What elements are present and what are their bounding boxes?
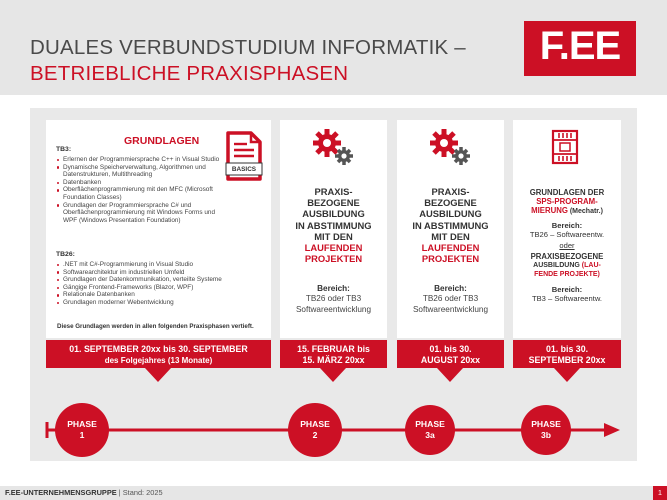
phase1-title: GRUNDLAGEN	[124, 135, 200, 147]
list-item: Relationale Datenbanken	[57, 291, 262, 299]
phase3a-date-line: AUGUST 20xx	[420, 355, 481, 365]
phase3b-block2	[513, 252, 621, 280]
phase2-date-banner	[280, 340, 387, 384]
phase3b-block1-suffix: (Mechatr.)	[567, 208, 603, 216]
phase3b-area2-label: Bereich:	[551, 285, 583, 294]
footer-text	[5, 488, 163, 497]
list-item: Dynamische Speicherverwaltung, Algorithmen und Datenstrukturen, Multithreading	[57, 164, 227, 179]
phase2-area-text: Softwareentwicklung	[295, 304, 372, 314]
phase2-heading	[280, 186, 387, 264]
phase3b-area2-text: TB3 – Softwareentw.	[531, 294, 603, 304]
phase2-badge	[288, 419, 342, 441]
phase3b-area2	[513, 285, 621, 303]
phase1-badge-number: 1	[79, 430, 85, 440]
phase2-area	[280, 284, 387, 315]
phase2-heading-line: IN ABSTIMMUNG	[295, 219, 372, 231]
phase3a-heading-line: IN ABSTIMMUNG	[412, 219, 489, 231]
phase2-heading-line: MIT DEN	[314, 230, 353, 242]
basics-document-icon	[225, 130, 263, 182]
page-title-line1: DUALES VERBUNDSTUDIUM INFORMATIK –	[30, 36, 466, 59]
phase3b-area1	[513, 221, 621, 251]
phase3b-area1-text: TB26 – Softwareentw.	[529, 230, 605, 240]
phase1-badge-label: PHASE	[67, 419, 97, 429]
phase2-heading-red: PROJEKTEN	[304, 253, 363, 265]
phase2-heading-line: BEZOGENE	[307, 197, 360, 209]
footer-separator: |	[116, 488, 123, 497]
phase2-heading-line: PRAXIS-	[314, 186, 353, 197]
phase3b-date-line: SEPTEMBER 20xx	[528, 355, 606, 365]
tb26-label: TB26:	[56, 251, 75, 258]
phase3b-badge-label: PHASE	[531, 419, 561, 429]
footer-bar	[0, 486, 667, 500]
phase3b-date-banner	[513, 340, 621, 384]
phase3a-area-text: Softwareentwicklung	[412, 304, 489, 314]
phase3a-heading-line: BEZOGENE	[424, 197, 477, 209]
tb26-list	[57, 261, 262, 307]
tb3-list	[57, 156, 227, 224]
page-title-line2: BETRIEBLICHE PRAXISPHASEN	[30, 62, 349, 85]
phase3a-area-label: Bereich:	[434, 284, 467, 293]
page-number: 1	[653, 486, 667, 500]
phase1-note: Diese Grundlagen werden in allen folgenden Praxisphasen vertieft.	[57, 323, 254, 330]
footer-status: Stand: 2025	[122, 488, 163, 497]
phase2-date-line: 15. MÄRZ 20xx	[302, 355, 365, 365]
phase2-area-label: Bereich:	[317, 284, 350, 293]
phase3b-block2-line: PRAXISBEZOGENE	[530, 252, 604, 261]
phase1-date	[46, 344, 271, 366]
phase3b-or-text: oder	[559, 241, 575, 251]
phase1-date-banner	[46, 340, 271, 384]
phase3a-area-text: TB26 oder TB3	[422, 294, 479, 304]
phase3b-block2-red: FENDE PROJEKTE)	[534, 271, 600, 279]
phase1-date-line: 01. SEPTEMBER 20xx bis 30. SEPTEMBER	[69, 344, 248, 354]
company-logo	[524, 21, 636, 76]
footer-company: F.EE-UNTERNEHMENSGRUPPE	[5, 488, 117, 497]
phase3a-date	[397, 344, 504, 366]
phase3a-heading	[397, 186, 504, 264]
plc-module-icon	[550, 128, 580, 166]
phase3a-date-banner	[397, 340, 504, 384]
phase2-heading-line: AUSBILDUNG	[302, 208, 365, 220]
phase2-badge-number: 2	[312, 430, 318, 440]
tb3-label: TB3:	[56, 146, 72, 153]
list-item: .NET mit C#-Programmierung in Visual Studio	[57, 261, 262, 269]
phase2-date	[280, 344, 387, 366]
list-item: Gängige Frontend-Frameworks (Blazor, WPF)	[57, 284, 262, 292]
list-item: Grundlagen moderner Webentwicklung	[57, 299, 262, 307]
list-item: Erlernen der Programmiersprache C++ in Visual Studio	[57, 156, 227, 164]
logo-text: F.EE	[539, 24, 621, 68]
list-item: Grundlagen der Datenkommunikation, verteilte Systeme	[57, 276, 262, 284]
phase3a-heading-red: PROJEKTEN	[421, 253, 480, 265]
phase3b-badge-number: 3b	[540, 430, 552, 440]
phase1-badge	[55, 419, 109, 441]
phase3b-badge	[519, 419, 573, 441]
phase2-date-line: 15. FEBRUAR bis	[297, 344, 370, 354]
list-item: Datenbanken	[57, 179, 227, 187]
phase3b-block1-red: MIERUNG	[531, 206, 568, 216]
phase3a-heading-line: PRAXIS-	[431, 186, 470, 197]
phase3b-area1-label: Bereich:	[551, 221, 583, 230]
list-item: Oberflächenprogrammierung mit den MFC (Microsoft Foundation Classes)	[57, 186, 227, 201]
phase2-heading-red: LAUFENDEN	[304, 242, 363, 254]
phase2-badge-label: PHASE	[300, 419, 330, 429]
list-item: Grundlagen der Programmiersprache C# und Oberflächenprogrammierung mit Windows Forms und WPF (Windows Presentation Foundation)	[57, 202, 227, 225]
basics-label: BASICS	[231, 166, 257, 173]
phase3a-heading-red: LAUFENDEN	[421, 242, 480, 254]
phase3b-date-line: 01. bis 30.	[545, 344, 589, 354]
phase3b-date	[513, 344, 621, 366]
phase3b-block1	[513, 188, 621, 217]
phase3a-badge-label: PHASE	[415, 419, 445, 429]
phase3b-block1-line: GRUNDLAGEN DER	[529, 188, 605, 197]
phase3b-block2-red: (LAU-	[581, 262, 601, 270]
phase1-date-line: des Folgejahres (13 Monate)	[104, 356, 213, 365]
phase3b-block2-line: AUSBILDUNG	[533, 262, 582, 270]
phase2-area-text: TB26 oder TB3	[305, 294, 362, 304]
gears-icon	[427, 126, 477, 170]
gears-icon	[310, 126, 360, 170]
list-item: Softwarearchitektur im industriellen Umfeld	[57, 269, 262, 277]
phase3a-date-line: 01. bis 30.	[429, 344, 472, 354]
phase3a-badge-number: 3a	[425, 430, 435, 440]
phase3a-area	[397, 284, 504, 315]
phase3a-heading-line: AUSBILDUNG	[419, 208, 482, 220]
phase3b-block1-red: SPS-PROGRAM-	[536, 197, 598, 207]
phase3a-heading-line: MIT DEN	[431, 230, 470, 242]
phase3a-badge	[403, 419, 457, 441]
